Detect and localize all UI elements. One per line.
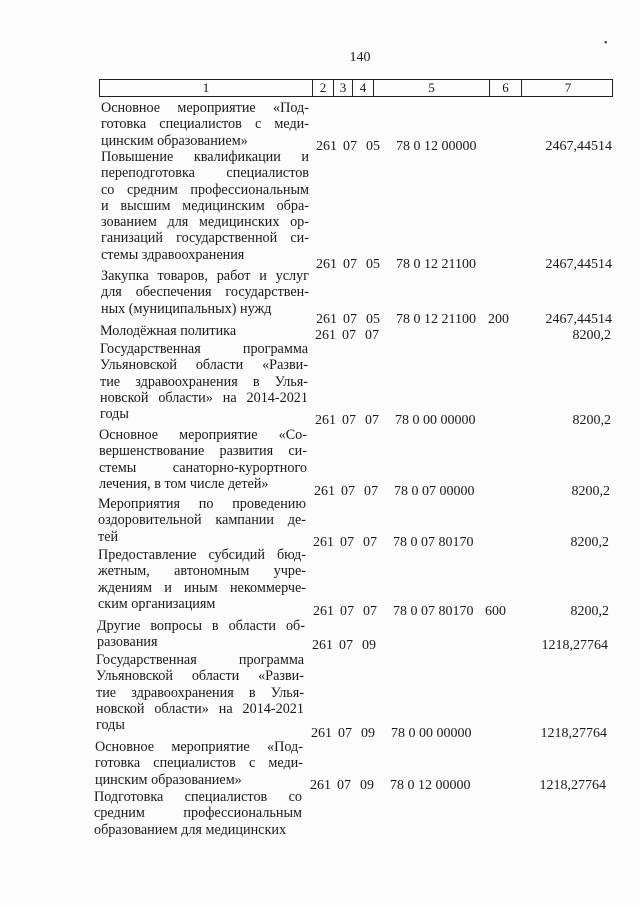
- code-c6: 600: [485, 604, 506, 619]
- code-c3: 07: [342, 328, 356, 343]
- code-c4: 05: [366, 312, 380, 327]
- row-description: [96, 652, 304, 733]
- header-col-2: 2: [313, 80, 334, 96]
- code-c3: 07: [343, 312, 357, 327]
- code-c5: 78 0 12 21100: [396, 312, 476, 327]
- description-line: образованием для медицинских: [94, 821, 287, 838]
- row-amount: 1218,27764: [541, 638, 608, 653]
- description-line: ных (муниципальных) нужд: [101, 300, 272, 317]
- description-line: Основное мероприятие «Под-: [95, 739, 303, 755]
- row-description: [94, 789, 302, 838]
- description-line: тие здравоохранения в Улья-: [100, 373, 308, 390]
- code-c5: 78 0 07 80170: [393, 604, 474, 619]
- description-line: для обеспечения государствен-: [101, 284, 309, 301]
- description-line: переподготовка специалистов: [101, 165, 309, 182]
- code-c5: 78 0 12 21100: [396, 257, 476, 272]
- description-line: годы: [96, 717, 125, 734]
- code-c2: 261: [313, 604, 334, 619]
- code-c5: 78 0 12 00000: [390, 778, 471, 793]
- code-c2: 261: [312, 638, 333, 653]
- description-line: жетным, автономным учре-: [98, 563, 306, 580]
- code-c2: 261: [311, 726, 332, 741]
- code-c2: 261: [316, 257, 337, 272]
- header-col-5: 5: [374, 80, 490, 96]
- scan-mark: •: [604, 38, 608, 49]
- description-line: Государственная программа: [100, 341, 308, 357]
- code-c5: 78 0 07 00000: [394, 484, 475, 499]
- description-line: Повышение квалификации и: [101, 149, 309, 165]
- description-line: стемы санаторно-курортного: [99, 459, 307, 476]
- row-description: [100, 323, 308, 339]
- description-line: Ульяновской области «Разви-: [96, 668, 304, 685]
- row-amount: 8200,2: [570, 604, 609, 619]
- code-c2: 261: [314, 484, 335, 499]
- description-line: разования: [97, 634, 158, 651]
- code-c4: 09: [362, 638, 376, 653]
- row-description: [98, 496, 306, 545]
- code-c4: 07: [364, 484, 378, 499]
- description-line: ждениям и иным некоммерче-: [98, 579, 306, 596]
- code-c4: 07: [365, 328, 379, 343]
- description-line: готовка специалистов с меди-: [95, 755, 303, 772]
- row-amount: 2467,44514: [545, 312, 612, 327]
- row-description: [99, 427, 307, 492]
- description-line: Предоставление субсидий бюд-: [98, 547, 306, 563]
- code-c2: 261: [315, 328, 336, 343]
- code-c3: 07: [341, 484, 355, 499]
- code-c2: 261: [316, 312, 337, 327]
- row-amount: 8200,2: [570, 535, 609, 550]
- code-c3: 07: [340, 535, 354, 550]
- code-c4: 09: [361, 726, 375, 741]
- code-c2: 261: [315, 413, 336, 428]
- description-line: Основное мероприятие «Под-: [101, 100, 309, 116]
- description-line: со средним профессиональным: [101, 181, 309, 198]
- header-col-1: 1: [100, 80, 313, 96]
- row-amount: 8200,2: [572, 413, 611, 428]
- row-description: [101, 149, 309, 263]
- row-amount: 1218,27764: [540, 726, 607, 741]
- description-line: стемы здравоохранения: [101, 246, 245, 263]
- code-c3: 07: [343, 257, 357, 272]
- code-c2: 261: [310, 778, 331, 793]
- description-line: новской области» на 2014-2021: [100, 389, 308, 406]
- code-c3: 07: [338, 726, 352, 741]
- description-line: лечения, в том числе детей»: [99, 475, 269, 492]
- code-c2: 261: [313, 535, 334, 550]
- description-line: Государственная программа: [96, 652, 304, 668]
- description-line: средним профессиональным: [94, 805, 302, 822]
- description-line: тей: [98, 528, 119, 545]
- code-c3: 07: [340, 604, 354, 619]
- row-amount: 8200,2: [572, 328, 611, 343]
- description-line: готовка специалистов с меди-: [101, 116, 309, 133]
- code-c4: 07: [365, 413, 379, 428]
- code-c4: 07: [363, 604, 377, 619]
- code-c3: 07: [337, 778, 351, 793]
- code-c4: 09: [360, 778, 374, 793]
- code-c4: 05: [366, 139, 380, 154]
- row-description: [100, 341, 308, 422]
- header-col-7: 7: [564, 80, 572, 95]
- code-c5: 78 0 07 80170: [393, 535, 474, 550]
- description-line: Ульяновской области «Разви-: [100, 357, 308, 374]
- description-line: ганизаций государственной си-: [101, 230, 309, 247]
- row-amount: 2467,44514: [545, 139, 612, 154]
- row-amount: 8200,2: [571, 484, 610, 499]
- row-description: [101, 268, 309, 317]
- code-c5: 78 0 00 00000: [395, 413, 476, 428]
- row-amount: 2467,44514: [545, 257, 612, 272]
- row-amount: 1218,27764: [539, 778, 606, 793]
- code-c6: 200: [488, 312, 509, 327]
- code-c5: 78 0 12 00000: [396, 139, 477, 154]
- description-line: Мероприятия по проведению: [98, 496, 306, 512]
- description-line: Молодёжная политика: [100, 323, 237, 339]
- description-line: Подготовка специалистов со: [94, 789, 302, 805]
- code-c4: 07: [363, 535, 377, 550]
- row-description: [98, 547, 306, 612]
- description-line: тие здравоохранения в Улья-: [96, 684, 304, 701]
- header-col-4: 4: [353, 80, 374, 96]
- header-col-3: 3: [334, 80, 353, 96]
- page-number: 140: [349, 50, 371, 65]
- code-c4: 05: [366, 257, 380, 272]
- description-line: оздоровительной кампании де-: [98, 512, 306, 529]
- description-line: годы: [100, 406, 129, 423]
- description-line: и высшим медицинским обра-: [101, 197, 309, 214]
- description-line: зованием для медицинских ор-: [101, 214, 309, 231]
- row-description: [101, 100, 309, 149]
- code-c5: 78 0 00 00000: [391, 726, 472, 741]
- description-line: цинским образованием»: [95, 771, 242, 788]
- code-c2: 261: [316, 139, 337, 154]
- description-line: Основное мероприятие «Со-: [99, 427, 307, 443]
- header-col-6: 6: [490, 80, 522, 96]
- code-c3: 07: [339, 638, 353, 653]
- code-c3: 07: [342, 413, 356, 428]
- code-c3: 07: [343, 139, 357, 154]
- row-description: [97, 618, 305, 651]
- description-line: новской области» на 2014-2021: [96, 700, 304, 717]
- description-line: цинским образованием»: [101, 132, 248, 149]
- description-line: ским организациям: [98, 595, 216, 612]
- row-description: [95, 739, 303, 788]
- description-line: вершенствование развития си-: [99, 443, 307, 460]
- description-line: Другие вопросы в области об-: [97, 618, 305, 634]
- description-line: Закупка товаров, работ и услуг: [101, 268, 309, 284]
